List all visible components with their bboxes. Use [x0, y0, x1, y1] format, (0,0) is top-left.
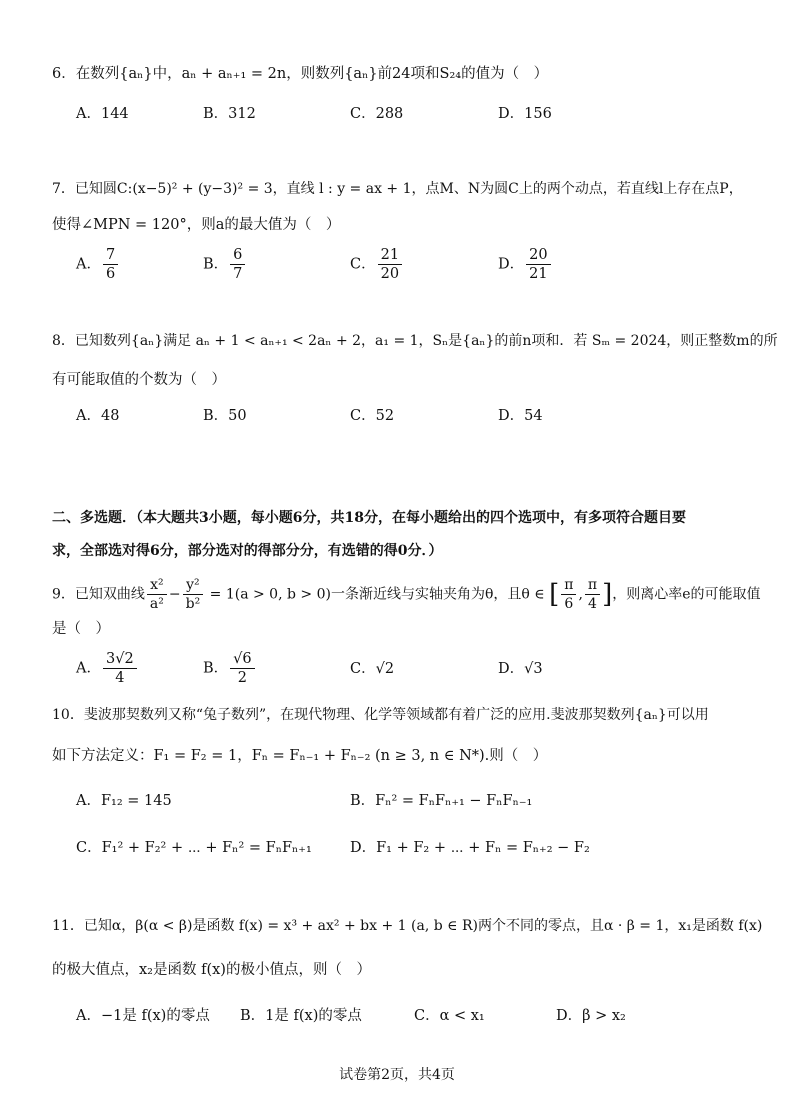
section2-heading-line1: 二、多选题．（本大题共3小题，每小题6分，共18分，在每小题给出的四个选项中，有多项符合题目要 [52, 510, 686, 526]
q9-stem-line1: 9．已知双曲线 $\frac{\text{x²}}{\text{a²}}$ − $\frac{\text{y²}}{\text{b²}}$ = 1(a > 0, b > 0)一条渐近线与实轴夹角为θ，且θ ∈ [ $\frac{\pi}{6}$ , $\frac{\pi}{4}$ ]，则离心率e的可能取值 [52, 577, 761, 612]
q7-option-a-fraction: $\frac{7}{6}$ [103, 246, 118, 283]
q7-option-c [350, 246, 404, 283]
q8-option-a: A．48 [76, 408, 120, 424]
q9-stem-line2: 是（ ） [52, 621, 110, 637]
q9-option-a: A． $\frac{3√2}{4}$ [76, 650, 139, 687]
q10-option-b: B．Fₙ² = FₙFₙ₊₁ − FₙFₙ₋₁ [350, 793, 533, 809]
section2-heading-line2: 求，全部选对得6分，部分选对的得部分分，有选错的得0分．） [52, 543, 443, 559]
q7-option-a-label: A． [76, 256, 101, 273]
q7-option-d-fraction: $\frac{20}{21}$ [526, 246, 550, 283]
q6-option-d: D．156 [498, 106, 552, 122]
q6-option-b: B．312 [203, 106, 256, 122]
q7-option-a [76, 246, 120, 283]
q9-interval-lower: $\frac{\pi}{6}$ [561, 576, 576, 613]
q11-option-c: C．α < x₁ [414, 1008, 485, 1024]
q7-stem-line1: 7．已知圆C:(x−5)² + (y−3)² = 3，直线 l : y = ax + 1，点M、N为圆C上的两个动点，若直线l上存在点P， [52, 181, 743, 197]
q9-option-d: D．√3 [498, 661, 543, 677]
q10-stem-line2: 如下方法定义：F₁ = F₂ = 1，Fₙ = Fₙ₋₁ + Fₙ₋₂ (n ≥ 3, n ∈ N*).则（ ） [52, 748, 548, 764]
q7-option-b-label: B． [203, 256, 229, 273]
q7-stem-line2: 使得∠MPN = 120°，则a的最大值为（ ） [52, 217, 341, 233]
q11-stem-line2: 的极大值点，x₂是函数 f(x)的极小值点，则（ ） [52, 962, 371, 978]
q10-option-c: C．F₁² + F₂² + ⋯ + Fₙ² = FₙFₙ₊₁ [76, 840, 312, 856]
q9-interval-upper: $\frac{\pi}{4}$ [585, 576, 600, 613]
q8-option-d: D．54 [498, 408, 543, 424]
page-footer: 试卷第2页，共4页 [339, 1067, 455, 1083]
q8-option-c: C．52 [350, 408, 395, 424]
q8-stem-line1: 8．已知数列{aₙ}满足 aₙ + 1 < aₙ₊₁ < 2aₙ + 2，a₁ = 1，Sₙ是{aₙ}的前n项和．若 Sₘ = 2024，则正整数m的所 [52, 333, 778, 349]
q9-fraction-y: $\frac{\text{y²}}{\text{b²}}$ [183, 576, 204, 613]
q7-option-b-fraction: $\frac{6}{7}$ [230, 246, 245, 283]
q7-option-c-fraction: $\frac{21}{20}$ [378, 246, 402, 283]
q10-stem-line1: 10．斐波那契数列又称“兔子数列”，在现代物理、化学等领域都有着广泛的应用.斐波那契数列{aₙ}可以用 [52, 707, 709, 723]
q9-fraction-x: $\frac{\text{x²}}{\text{a²}}$ [147, 576, 167, 613]
q11-stem-line1: 11．已知α，β(α < β)是函数 f(x) = x³ + ax² + bx + 1 (a, b ∈ R)两个不同的零点，且α · β = 1，x₁是函数 f(x) [52, 918, 763, 934]
q7-option-d [498, 246, 553, 283]
q7-option-b [203, 246, 247, 283]
q6-option-a: A．144 [76, 106, 129, 122]
q6-stem: 6．在数列{aₙ}中，aₙ + aₙ₊₁ = 2n，则数列{aₙ}前24项和S₂₄的值为（ ） [52, 66, 549, 82]
q11-option-d: D．β > x₂ [556, 1008, 626, 1024]
q7-option-c-label: C． [350, 256, 376, 273]
q11-option-b: B．1是 f(x)的零点 [240, 1008, 362, 1024]
q9-option-b-fraction: $\frac{√6}{2}$ [230, 650, 254, 687]
q9-option-a-fraction: $\frac{3√2}{4}$ [103, 650, 137, 687]
q8-option-b: B．50 [203, 408, 247, 424]
q11-option-a: A．−1是 f(x)的零点 [76, 1008, 210, 1024]
q8-stem-line2: 有可能取值的个数为（ ） [52, 372, 226, 388]
q7-option-d-label: D． [498, 256, 525, 273]
q10-option-a: A．F₁₂ = 145 [76, 793, 172, 809]
q6-option-c: C．288 [350, 106, 404, 122]
q9-option-c: C．√2 [350, 661, 395, 677]
q9-option-b: B． $\frac{√6}{2}$ [203, 650, 257, 687]
q10-option-d: D．F₁ + F₂ + ⋯ + Fₙ = Fₙ₊₂ − F₂ [350, 840, 590, 856]
